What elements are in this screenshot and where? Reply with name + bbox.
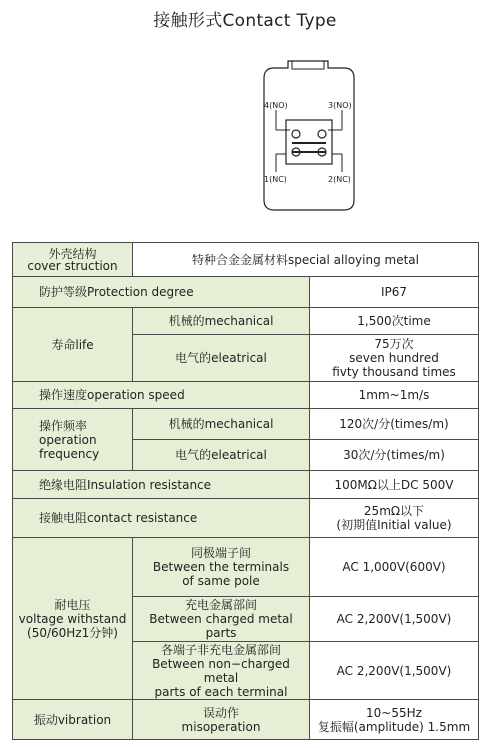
voltage-non-charged-value: AC 2,200V(1,500V) — [310, 642, 479, 700]
vibration-misoperation-label: 误动作 misoperation — [133, 700, 310, 740]
contact-resistance-label: 接触电阻contact resistance — [13, 499, 310, 538]
life-mechanical-label: 机械的mechanical — [133, 308, 310, 335]
page-title: 接触形式Contact Type — [153, 11, 337, 31]
terminal-3-no-label: 3(NO) — [328, 101, 352, 110]
table-row — [13, 243, 479, 277]
insulation-resistance-value: 100MΩ以上DC 500V — [310, 471, 479, 499]
switch-housing-outline — [264, 61, 354, 210]
frequency-electrical-label: 电气的eleatrical — [133, 440, 310, 471]
protection-degree-label: 防护等级Protection degree — [13, 277, 310, 308]
voltage-same-pole-value: AC 1,000V(600V) — [310, 538, 479, 597]
voltage-same-pole-label: 同极端子间 Between the terminals of same pole — [133, 538, 310, 597]
frequency-mechanical-value: 120次/分(times/m) — [310, 409, 479, 440]
voltage-charged-value: AC 2,200V(1,500V) — [310, 597, 479, 642]
frequency-electrical-value: 30次/分(times/m) — [310, 440, 479, 471]
terminal-4-no-label: 4(NO) — [264, 101, 288, 110]
frequency-mechanical-label: 机械的mechanical — [133, 409, 310, 440]
table-row — [13, 471, 479, 499]
table-row — [13, 538, 479, 597]
housing-top-tab — [292, 61, 324, 69]
table-row — [13, 308, 479, 335]
specification-table — [12, 242, 479, 740]
operation-frequency-label: 操作频率 operation frequency — [13, 409, 133, 471]
terminal-1-nc-label: 1(NC) — [264, 175, 287, 184]
life-electrical-label: 电气的eleatrical — [133, 335, 310, 382]
voltage-withstand-label: 耐电压 voltage withstand (50/60Hz1分钟) — [13, 538, 133, 700]
table-row — [13, 700, 479, 740]
table-row — [13, 409, 479, 440]
operation-speed-value: 1mm~1m/s — [310, 382, 479, 409]
protection-degree-value: IP67 — [310, 277, 479, 308]
vibration-value: 10~55Hz 复振幅(amplitude) 1.5mm — [310, 700, 479, 740]
table-row — [13, 382, 479, 409]
life-mechanical-value: 1,500次time — [310, 308, 479, 335]
vibration-label: 振动vibration — [13, 700, 133, 740]
terminal-2-nc-label: 2(NC) — [328, 175, 351, 184]
voltage-non-charged-label: 各端子非充电金属部间 Between non−charged metal parts of each terminal — [133, 642, 310, 700]
contact-resistance-value: 25mΩ以下 (初期值Initial value) — [310, 499, 479, 538]
table-row — [13, 499, 479, 538]
life-label: 寿命life — [13, 308, 133, 382]
cover-struction-label: 外壳结构 cover struction — [13, 243, 133, 277]
operation-speed-label: 操作速度operation speed — [13, 382, 310, 409]
table-row — [13, 277, 479, 308]
contact-type-diagram — [250, 58, 370, 214]
voltage-charged-label: 充电金属部间 Between charged metal parts — [133, 597, 310, 642]
insulation-resistance-label: 绝缘电阻Insulation resistance — [13, 471, 310, 499]
cover-struction-value: 特种合金金属材料special alloying metal — [133, 243, 479, 277]
life-electrical-value: 75万次 seven hundred fivty thousand times — [310, 335, 479, 382]
